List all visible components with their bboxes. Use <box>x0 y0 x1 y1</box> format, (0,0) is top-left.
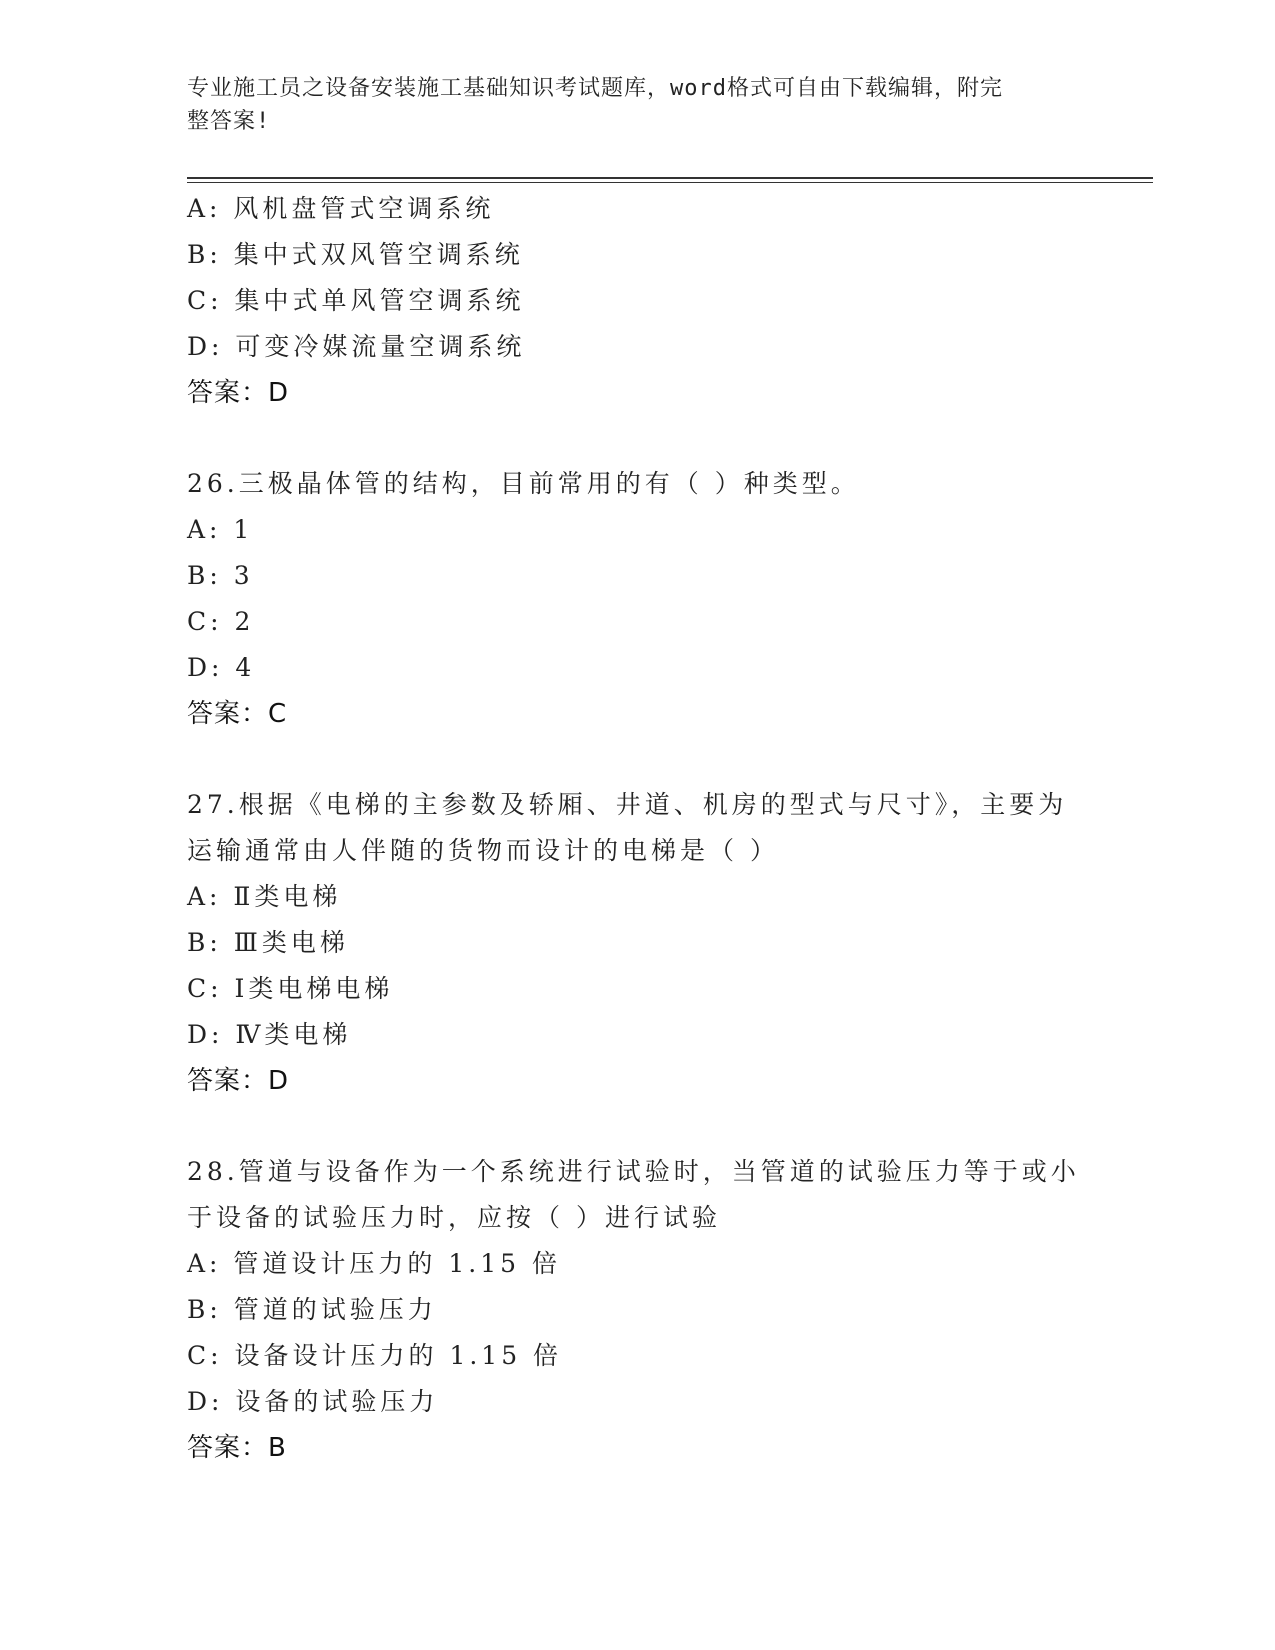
header-divider-thin <box>187 182 1153 183</box>
document-header <box>187 72 1067 138</box>
option-c: C: 集中式单风管空调系统 <box>187 286 525 315</box>
option-b: B: 3 <box>187 561 254 590</box>
option-d: D: 可变冷媒流量空调系统 <box>187 332 526 361</box>
header-title-line-1: 专业施工员之设备安装施工基础知识考试题库，word格式可自由下载编辑，附完 <box>187 76 1003 101</box>
question-spacer <box>187 416 1087 461</box>
option-c: C: 设备设计压力的 1.15 倍 <box>187 1341 563 1370</box>
option-c: C: 2 <box>187 607 255 636</box>
option-c: C: Ⅰ类电梯电梯 <box>187 974 394 1003</box>
header-title-line-2: 整答案! <box>187 109 271 134</box>
option-d: D: 4 <box>187 653 256 682</box>
answer-line: 答案：D <box>187 1066 290 1096</box>
option-d: D: Ⅳ类电梯 <box>187 1020 352 1049</box>
question-25 <box>187 186 1087 416</box>
option-a: A: 风机盘管式空调系统 <box>187 194 495 223</box>
question-spacer <box>187 737 1087 782</box>
question-stem-line-2: 运输通常由人伴随的货物而设计的电梯是（ ） <box>187 836 779 865</box>
option-a: A: 1 <box>187 515 254 544</box>
option-b: B: Ⅲ类电梯 <box>187 928 349 957</box>
option-b: B: 管道的试验压力 <box>187 1295 437 1324</box>
answer-line: 答案：D <box>187 378 290 408</box>
question-list <box>187 186 1087 1471</box>
question-stem-line-1: 27.根据《电梯的主参数及轿厢、井道、机房的型式与尺寸》，主要为 <box>187 790 1068 819</box>
option-a: A: Ⅱ类电梯 <box>187 882 342 911</box>
answer-line: 答案：B <box>187 1433 287 1463</box>
question-26 <box>187 461 1087 737</box>
option-a: A: 管道设计压力的 1.15 倍 <box>187 1249 561 1278</box>
question-27 <box>187 782 1087 1104</box>
answer-line: 答案：C <box>187 699 288 729</box>
option-b: B: 集中式双风管空调系统 <box>187 240 524 269</box>
question-28 <box>187 1149 1087 1471</box>
question-stem: 26.三极晶体管的结构，目前常用的有（ ）种类型。 <box>187 469 860 498</box>
question-stem-line-2: 于设备的试验压力时，应按（ ）进行试验 <box>187 1203 721 1232</box>
header-divider-thick <box>187 177 1153 179</box>
question-spacer <box>187 1104 1087 1149</box>
option-d: D: 设备的试验压力 <box>187 1387 439 1416</box>
question-stem-line-1: 28.管道与设备作为一个系统进行试验时，当管道的试验压力等于或小 <box>187 1157 1080 1186</box>
